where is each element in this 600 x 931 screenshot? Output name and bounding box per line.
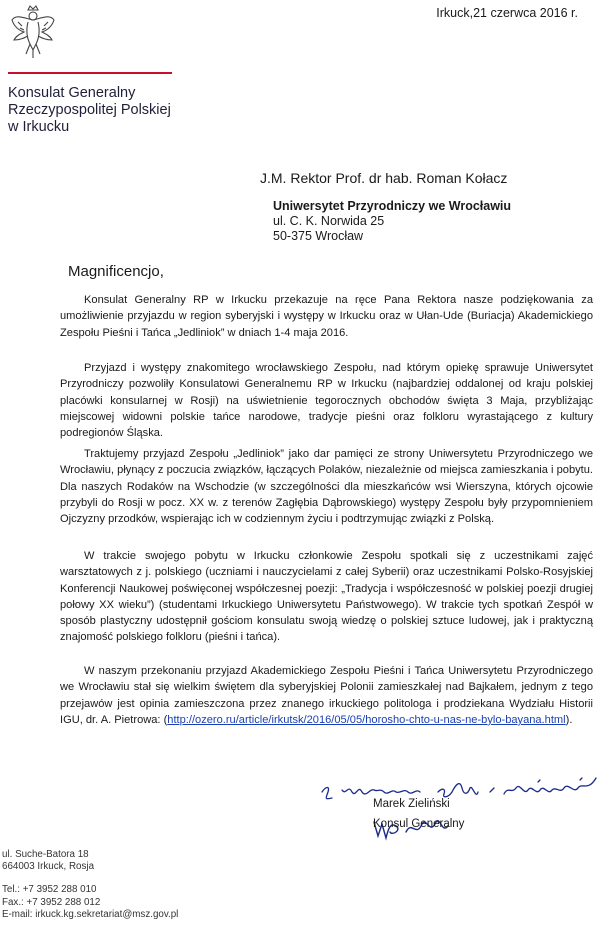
handwritten-closing-note	[318, 770, 600, 806]
paragraph-3: Traktujemy przyjazd Zespołu „Jedliniok” jako dar pamięci ze strony Uniwersytetu Przyrodniczego we Wrocławiu, płynący z poczucia związków, łączących Polaków, niezależnie od miejsca zamieszkania i pobytu. Dla naszych Rodaków na Wschodzie (w szczególności dla mieszkańców wsi Wierszyna, których ojcowie przybyli do Rosji w pocz. XX w. z terenów Zagłębia Dąbrowskiego) występy Zespołu były przypomnieniem Ojczyzny przodków, wspierając ich w codziennym życiu i podtrzymując związki z Polską.	[60, 448, 593, 526]
paragraph-2: Przyjazd i występy znakomitego wrocławskiego Zespołu, nad którym opiekę sprawuje Uniwersytet Przyrodniczy pozwoliły Konsulatowi Generalnemu RP w Irkucku (najbardziej oddalonej od kraju polskiej placówki konsularnej w Rosji) na uświetnienie tegorocznych obchodów święta 3 Maja, przybliżając miejscowej widowni polskie tańce narodowe, tradycje pieśni oraz folkloru wyrastającego z kultury podregionów Śląska.	[60, 362, 593, 440]
footer-contact	[2, 849, 178, 921]
recipient-city: 50-375 Wrocław	[273, 229, 364, 243]
paragraph-5-end: ).	[565, 713, 573, 726]
footer-fax: Fax.: +7 3952 288 012	[2, 896, 101, 908]
consulate-line-2: Rzeczypospolitej Polskiej	[8, 102, 171, 118]
polish-eagle-emblem	[10, 4, 56, 60]
consulate-name	[8, 85, 171, 136]
footer-phone: Tel.: +7 3952 288 010	[2, 884, 97, 896]
consulate-line-1: Konsulat Generalny	[8, 85, 136, 101]
footer-address-street: ul. Suche-Batora 18	[2, 849, 89, 860]
recipient-name: J.M. Rektor Prof. dr hab. Roman Kołacz	[260, 170, 508, 186]
recipient-street: ul. C. K. Norwida 25	[273, 214, 385, 228]
recipient-university: Uniwersytet Przyrodniczy we Wrocławiu	[273, 199, 512, 213]
consulate-line-3: w Irkucku	[8, 119, 70, 135]
paragraph-5	[60, 663, 593, 728]
letter-date: Irkuck,21 czerwca 2016 r.	[436, 6, 578, 20]
footer-email: E-mail: irkuck.kg.sekretariat@msz.gov.pl	[2, 908, 179, 920]
recipient-address	[273, 199, 511, 244]
letterhead-red-rule	[8, 72, 172, 74]
signer-name: Marek Zieliński	[373, 798, 450, 810]
article-link[interactable]: http://ozero.ru/article/irkutsk/2016/05/05/horosho-chto-u-nas-ne-bylo-bayana.html	[167, 713, 566, 726]
footer-address-city: 664003 Irkuck, Rosja	[2, 861, 95, 873]
paragraph-5-text: W naszym przekonaniu przyjazd Akademickiego Zespołu Pieśni i Tańca Uniwersytetu Przyrodniczego we Wrocławiu stał się wielkim świętem dla syberyjskiej Polonii zamieszkałej nad Bajkałem, jednym z tego przejawów jest opinia zamieszczona przez znanego irkuckiego politologa i prodziekana Wydziału Historii IGU, dr. A. Pietrowa: (	[60, 665, 593, 726]
paragraph-1: Konsulat Generalny RP w Irkucku przekazuje na ręce Pana Rektora nasze podziękowania za umożliwienie przyjazdu w region syberyjski i występy w Irkucku oraz w Ułan-Ude (Buriacja) Akademickiego Zespołu Pieśni i Tańca „Jedliniok” w dniach 1-4 maja 2016.	[60, 294, 593, 339]
signer-title: Konsul Generalny	[373, 818, 465, 830]
salutation: Magnificencjo,	[68, 263, 164, 280]
paragraph-4: W trakcie swojego pobytu w Irkucku członkowie Zespołu spotkali się z uczestnikami zajęć warsztatowych z j. polskiego (uczniami i nauczycielami z całej Syberii) oraz uczestnikami Polsko-Rosyjskiej Konferencji Naukowej poświęconej współczesnej poezji: „Tradycja i współczesność w polskiej poezji drugiej połowy XX wieku”) (studentami Irkuckiego Uniwersytetu Państwowego). W trakcie tych spotkań Zespół w sposób plastyczny udostępnił gościom konsulatu swoją wiedzę o polskiej sztuce ludowej, jak i praktyczną znajomość polskiego folkloru (pieśni i tańca).	[60, 550, 593, 644]
